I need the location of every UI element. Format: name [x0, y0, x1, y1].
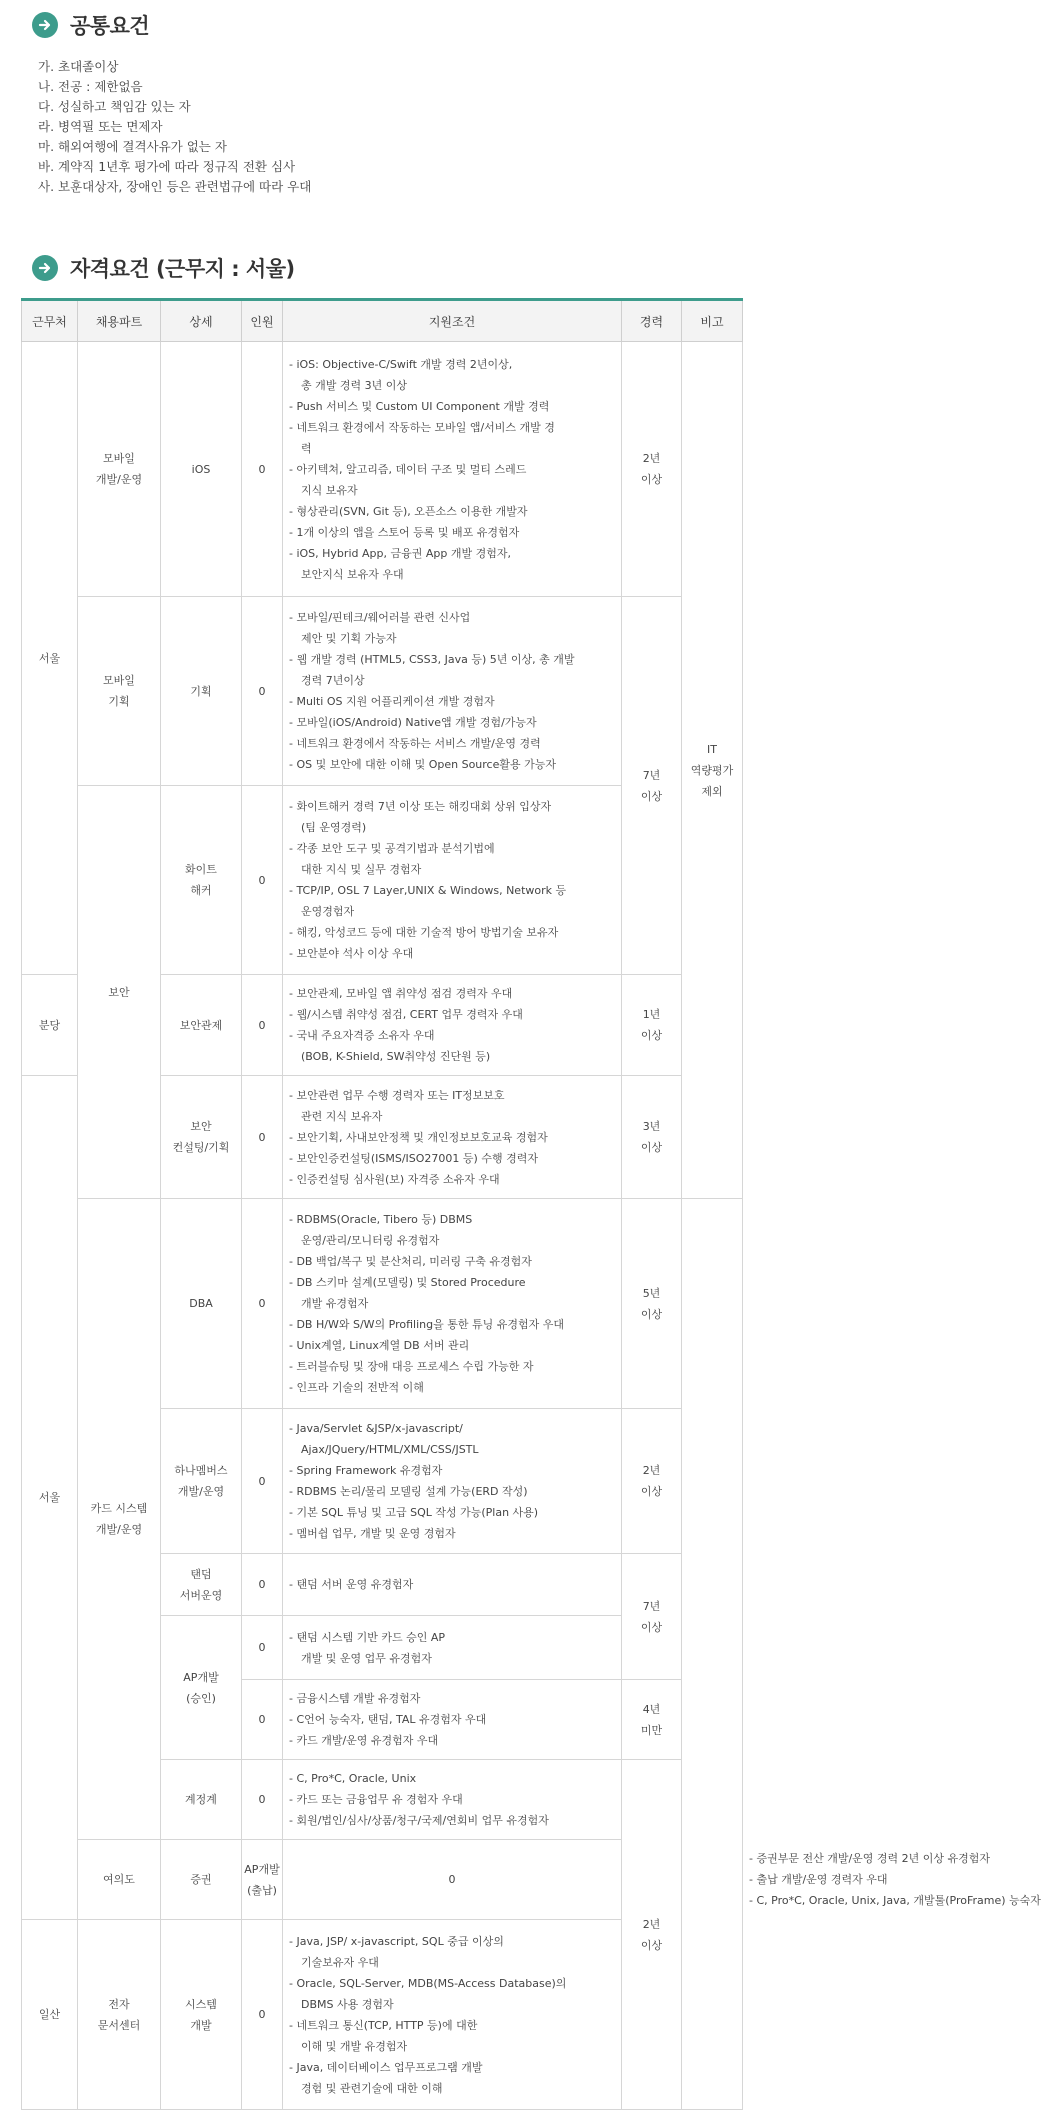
condition-line: - 네트워크 환경에서 작동하는 모바일 앱/서비스 개발 경 — [289, 420, 555, 434]
condition-line: - 웹 개발 경력 (HTML5, CSS3, Java 등) 5년 이상, 총 개발 — [289, 653, 575, 666]
detail-cell: 보안 컨설팅/기획 — [161, 1076, 242, 1199]
conditions-cell — [283, 342, 622, 597]
qualification-section-title: 자격요건 (근무지 : 서울) — [70, 257, 295, 281]
condition-line: - 네트워크 통신(TCP, HTTP 등)에 대한 — [289, 2018, 478, 2032]
count-cell: 0 — [242, 786, 283, 975]
location-cell: 일산 — [22, 1920, 78, 2110]
common-requirement-item: 라. 병역필 또는 면제자 — [38, 119, 163, 134]
location-cell: 여의도 — [78, 1840, 161, 1920]
part-cell: 모바일 기획 — [78, 597, 161, 786]
condition-line: 개발 유경험자 — [301, 1297, 369, 1310]
condition-line: - 탠덤 서버 운영 유경험자 — [289, 1578, 414, 1591]
common-requirement-item: 나. 전공 : 제한없음 — [38, 79, 143, 94]
condition-line: - 보안분야 석사 이상 우대 — [289, 947, 414, 960]
condition-line: - 1개 이상의 앱을 스토어 등록 및 배포 유경험자 — [289, 525, 520, 539]
condition-line: 지식 보유자 — [301, 483, 358, 497]
detail-cell: AP개발 (승인) — [161, 1616, 242, 1760]
count-cell: 0 — [242, 1920, 283, 2110]
condition-line: 총 개발 경력 3년 이상 — [301, 378, 407, 392]
condition-line: 운영경험자 — [301, 905, 355, 918]
condition-line: - C, Pro*C, Oracle, Unix — [289, 1772, 417, 1785]
detail-cell: 기획 — [161, 597, 242, 786]
count-cell: 0 — [242, 975, 283, 1076]
condition-line: 경력 7년이상 — [301, 674, 365, 687]
common-section-title: 공통요건 — [70, 14, 150, 38]
count-cell: 0 — [283, 1840, 622, 1920]
condition-line: - OS 및 보안에 대한 이해 및 Open Source활용 가능자 — [289, 758, 557, 771]
career-cell: 5년 이상 — [622, 1199, 682, 1409]
condition-line: - 보안관제, 모바일 앱 취약성 점검 경력자 우대 — [289, 987, 513, 1000]
header-count: 인원 — [242, 300, 283, 342]
condition-line: - 형상관리(SVN, Git 등), 오픈소스 이용한 개발자 — [289, 504, 528, 518]
condition-line: - Java, 데이터베이스 업무프로그램 개발 — [289, 2060, 483, 2074]
career-cell: 2년 이상 — [622, 342, 682, 597]
condition-line: - 트러블슈팅 및 장애 대응 프로세스 수립 가능한 자 — [289, 1360, 534, 1373]
part-cell: 증권 — [161, 1840, 242, 1920]
condition-line: - 모바일/핀테크/웨어러블 관련 신사업 — [289, 611, 471, 624]
condition-line: - 회원/법인/심사/상품/청구/국제/연회비 업무 유경험자 — [289, 1814, 549, 1827]
condition-line: - 기본 SQL 튜닝 및 고급 SQL 작성 가능(Plan 사용) — [289, 1506, 539, 1519]
count-cell: 0 — [242, 1076, 283, 1199]
condition-line: - 화이트해커 경력 7년 이상 또는 해킹대회 상위 입상자 — [289, 800, 552, 813]
condition-line: - 해킹, 악성코드 등에 대한 기술적 방어 방법기술 보유자 — [289, 926, 559, 939]
condition-line: Ajax/JQuery/HTML/XML/CSS/JSTL — [301, 1443, 479, 1456]
condition-line: - 보안인증컨설팅(ISMS/ISO27001 등) 수행 경력자 — [289, 1151, 538, 1165]
condition-line: - 인증컨설팅 심사원(보) 자격증 소유자 우대 — [289, 1172, 500, 1186]
detail-cell: 하나멤버스 개발/운영 — [161, 1409, 242, 1554]
conditions-cell — [283, 1199, 622, 1409]
condition-line: 관련 지식 보유자 — [301, 1109, 383, 1123]
note-cell: IT 역량평가 제외 — [682, 342, 743, 1199]
condition-line: - 멤버쉽 업무, 개발 및 운영 경험자 — [289, 1527, 456, 1540]
detail-cell: 보안관제 — [161, 975, 242, 1076]
table-row — [22, 597, 743, 786]
condition-line: - 웹/시스템 취약성 점검, CERT 업무 경력자 우대 — [289, 1008, 523, 1021]
conditions-cell — [283, 1554, 622, 1616]
part-cell: 카드 시스템 개발/운영 — [78, 1199, 161, 1840]
condition-line: - 인프라 기술의 전반적 이해 — [289, 1381, 424, 1394]
detail-cell: 탠덤 서버운영 — [161, 1554, 242, 1616]
condition-line: 기술보유자 우대 — [301, 1955, 379, 1969]
part-cell: 모바일 개발/운영 — [78, 342, 161, 597]
common-requirement-item: 다. 성실하고 책임감 있는 자 — [38, 99, 191, 114]
common-requirement-item: 마. 해외여행에 결격사유가 없는 자 — [38, 139, 227, 154]
common-requirement-item: 바. 계약직 1년후 평가에 따라 정규직 전환 심사 — [38, 159, 296, 174]
condition-line: - DB 스키마 설계(모델링) 및 Stored Procedure — [289, 1276, 526, 1289]
detail-cell: 계정계 — [161, 1760, 242, 1840]
note-cell-empty — [682, 1199, 743, 2110]
count-cell: 0 — [242, 342, 283, 597]
header-location: 근무처 — [22, 300, 78, 342]
part-cell: 전자 문서센터 — [78, 1920, 161, 2110]
table-row — [22, 1199, 743, 1409]
location-cell: 서울 — [22, 1076, 78, 1920]
location-cell: 분당 — [22, 975, 78, 1076]
detail-cell: AP개발 (출납) — [242, 1840, 283, 1920]
condition-line: 보안지식 보유자 우대 — [301, 567, 404, 581]
conditions-cell — [283, 1760, 622, 1840]
detail-cell: 화이트 해커 — [161, 786, 242, 975]
condition-line: (BOB, K-Shield, SW취약성 진단원 등) — [301, 1050, 491, 1063]
condition-line: - 아키텍쳐, 알고리즘, 데이터 구조 및 멀티 스레드 — [289, 462, 527, 476]
condition-line: - Spring Framework 유경험자 — [289, 1464, 443, 1477]
condition-line: - 각종 보안 도구 및 공격기법과 분석기법에 — [289, 842, 495, 855]
qualification-section-header — [32, 253, 295, 283]
count-cell: 0 — [242, 1409, 283, 1554]
conditions-cell — [283, 1076, 622, 1199]
count-cell: 0 — [242, 1760, 283, 1840]
condition-line: - iOS: Objective-C/Swift 개발 경력 2년이상, — [289, 357, 513, 371]
conditions-cell — [283, 1616, 622, 1680]
condition-line: 개발 및 운영 업무 유경험자 — [301, 1651, 432, 1665]
condition-line: - RDBMS 논리/물리 모델링 설계 가능(ERD 작성) — [289, 1485, 528, 1498]
count-cell: 0 — [242, 1680, 283, 1760]
location-cell: 서울 — [22, 342, 78, 975]
condition-line: - 탠덤 시스템 기반 카드 승인 AP — [289, 1630, 445, 1644]
common-section-header — [32, 10, 149, 40]
career-cell: 2년 이상 — [622, 1760, 682, 2110]
condition-line: - 카드 또는 금융업무 유 경험자 우대 — [289, 1793, 463, 1806]
condition-line: - TCP/IP, OSL 7 Layer,UNIX & Windows, Network 등 — [289, 884, 567, 897]
conditions-cell — [283, 1680, 622, 1760]
condition-line: - 금융시스템 개발 유경험자 — [289, 1692, 421, 1705]
condition-line: - Java/Servlet &JSP/x-javascript/ — [289, 1422, 463, 1435]
career-cell: 4년 미만 — [622, 1680, 682, 1760]
condition-line: - 카드 개발/운영 유경험자 우대 — [289, 1734, 439, 1747]
condition-line: - 보안관련 업무 수행 경력자 또는 IT정보보호 — [289, 1088, 505, 1102]
header-detail: 상세 — [161, 300, 242, 342]
career-cell: 7년 이상 — [622, 597, 682, 975]
table-row: 여의도 증권 AP개발 (출납) 0 - 증권부문 전산 개발/운영 경력 2년 이상 유경험자 - 출납 개발/운영 경력자 우대 - C, Pro*C, Oracle, Unix, Java, 개발툴(ProFrame) 능숙자 — [22, 1840, 743, 1920]
table-header-row — [22, 300, 743, 342]
condition-line: - DB H/W와 S/W의 Profiling을 통한 튜닝 유경험자 우대 — [289, 1318, 564, 1331]
header-career: 경력 — [622, 300, 682, 342]
part-cell: 보안 — [78, 786, 161, 1199]
condition-line: 대한 지식 및 실무 경험자 — [301, 863, 422, 876]
condition-line: - 보안기획, 사내보안정책 및 개인정보보호교육 경험자 — [289, 1130, 548, 1144]
condition-line: 제안 및 기획 가능자 — [301, 632, 397, 645]
header-part: 채용파트 — [78, 300, 161, 342]
table-row — [22, 342, 743, 597]
conditions-cell — [283, 1920, 622, 2110]
condition-line: 력 — [301, 441, 312, 455]
detail-cell: DBA — [161, 1199, 242, 1409]
common-requirements-list — [38, 57, 311, 197]
detail-cell: 시스템 개발 — [161, 1920, 242, 2110]
common-requirement-item: 사. 보훈대상자, 장애인 등은 관련법규에 따라 우대 — [38, 179, 312, 194]
count-cell: 0 — [242, 1199, 283, 1409]
condition-line: - 네트워크 환경에서 작동하는 서비스 개발/운영 경력 — [289, 737, 541, 750]
condition-line: 운영/관리/모니터링 유경험자 — [301, 1234, 440, 1247]
career-cell: 3년 이상 — [622, 1076, 682, 1199]
conditions-cell — [283, 1409, 622, 1554]
condition-line: - 모바일(iOS/Android) Native앱 개발 경험/가능자 — [289, 716, 537, 729]
arrow-right-circle-icon — [32, 12, 58, 38]
condition-line: - iOS, Hybrid App, 금융권 App 개발 경험자, — [289, 546, 511, 560]
common-requirement-item: 가. 초대졸이상 — [38, 59, 119, 74]
condition-line: DBMS 사용 경험자 — [301, 1997, 394, 2011]
qualification-table — [21, 298, 1041, 2110]
condition-line: (팀 운영경력) — [301, 821, 367, 834]
count-cell: 0 — [242, 1554, 283, 1616]
conditions-cell — [283, 597, 622, 786]
arrow-right-circle-icon — [32, 255, 58, 281]
count-cell: 0 — [242, 1616, 283, 1680]
condition-line: - Oracle, SQL-Server, MDB(MS-Access Database)의 — [289, 1976, 567, 1990]
detail-cell: iOS — [161, 342, 242, 597]
condition-line: 경험 및 관련기술에 대한 이해 — [301, 2081, 443, 2095]
conditions-cell — [283, 786, 622, 975]
condition-line: - DB 백업/복구 및 분산처리, 미러링 구축 유경험자 — [289, 1255, 532, 1268]
condition-line: - Multi OS 지원 어플리케이션 개발 경험자 — [289, 695, 495, 708]
header-conditions: 지원조건 — [283, 300, 622, 342]
condition-line: - RDBMS(Oracle, Tibero 등) DBMS — [289, 1213, 473, 1226]
condition-line: - Unix계열, Linux계열 DB 서버 관리 — [289, 1339, 470, 1352]
career-cell: 1년 이상 — [622, 975, 682, 1076]
conditions-cell — [283, 975, 622, 1076]
condition-line: - Java, JSP/ x-javascript, SQL 중급 이상의 — [289, 1934, 504, 1948]
condition-line: - C언어 능숙자, 탠덤, TAL 유경험자 우대 — [289, 1713, 487, 1726]
header-note: 비고 — [682, 300, 743, 342]
condition-line: 이해 및 개발 유경험자 — [301, 2039, 408, 2053]
condition-line: - Push 서비스 및 Custom UI Component 개발 경력 — [289, 399, 550, 413]
count-cell: 0 — [242, 597, 283, 786]
career-cell: 2년 이상 — [622, 1409, 682, 1554]
career-cell: 7년 이상 — [622, 1554, 682, 1680]
condition-line: - 국내 주요자격증 소유자 우대 — [289, 1029, 435, 1042]
